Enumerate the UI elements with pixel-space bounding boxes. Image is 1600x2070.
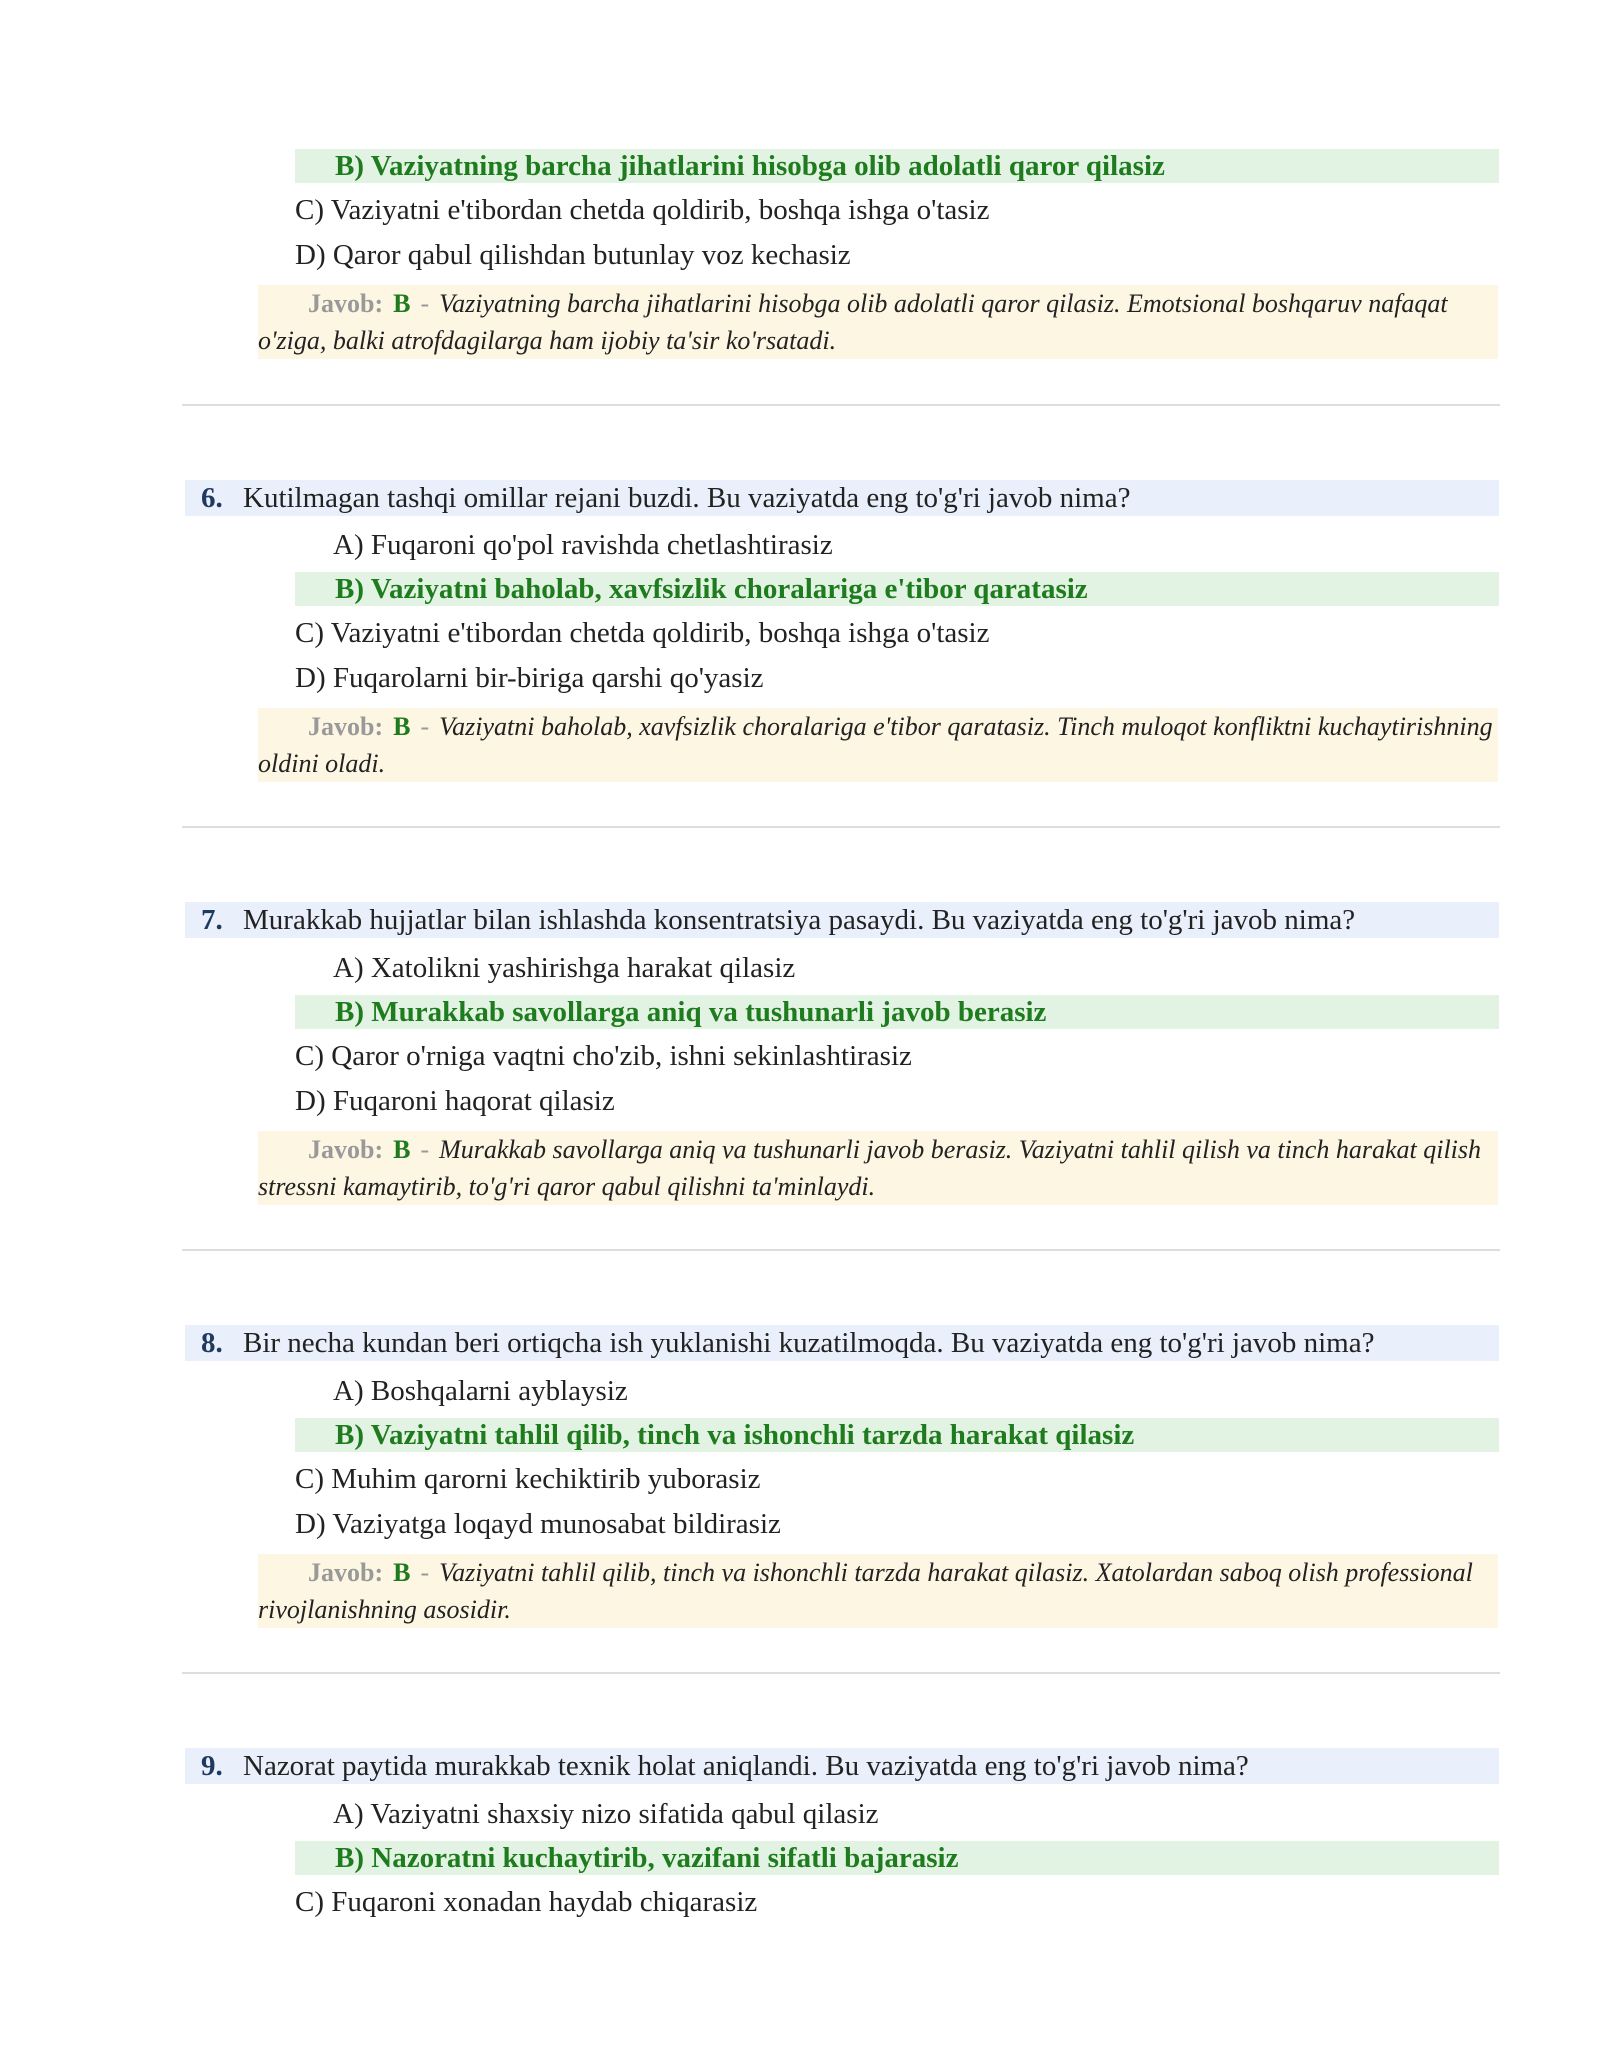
answer-label: Javob: <box>308 289 384 318</box>
option-a: A) Boshqalarni ayblaysiz <box>333 1375 628 1407</box>
answer-box <box>258 285 1498 359</box>
question-number: 8. <box>201 1327 223 1359</box>
answer-explanation: Murakkab savollarga aniq va tushunarli javob berasiz. Vaziyatni tahlil qilish va tinch harakat qilish stressni kamaytirib, to'g'ri qaror qabul qilishni ta'minlaydi. <box>258 1135 1482 1201</box>
option-a: A) Fuqaroni qo'pol ravishda chetlashtirasiz <box>333 529 833 561</box>
option-b-correct: B) Nazoratni kuchaytirib, vazifani sifatli bajarasiz <box>295 1841 1499 1875</box>
question-6 <box>185 480 1499 516</box>
divider <box>182 1249 1500 1251</box>
option-d: D) Fuqarolarni bir-biriga qarshi qo'yasiz <box>295 662 764 694</box>
question-number: 6. <box>201 482 223 514</box>
divider <box>182 404 1500 406</box>
option-b-correct: B) Vaziyatni tahlil qilib, tinch va ishonchli tarzda harakat qilasiz <box>295 1418 1499 1452</box>
option-d: D) Vaziyatga loqayd munosabat bildirasiz <box>295 1508 781 1540</box>
answer-letter: B <box>393 1558 411 1587</box>
answer-dash: - <box>420 1558 430 1587</box>
answer-box <box>258 1554 1498 1628</box>
divider <box>182 1672 1500 1674</box>
option-b-correct: B) Murakkab savollarga aniq va tushunarli javob berasiz <box>295 995 1499 1029</box>
question-text: Kutilmagan tashqi omillar rejani buzdi. Bu vaziyatda eng to'g'ri javob nima? <box>243 482 1131 514</box>
answer-dash: - <box>420 289 430 318</box>
answer-letter: B <box>393 712 411 741</box>
answer-letter: B <box>393 289 411 318</box>
answer-explanation: Vaziyatning barcha jihatlarini hisobga olib adolatli qaror qilasiz. Emotsional boshqaruv nafaqat o'ziga, balki atrofdagilarga ham ijobiy ta'sir ko'rsatadi. <box>258 289 1448 355</box>
question-text: Nazorat paytida murakkab texnik holat aniqlandi. Bu vaziyatda eng to'g'ri javob nima? <box>243 1750 1249 1782</box>
answer-letter: B <box>393 1135 411 1164</box>
option-b-correct: B) Vaziyatni baholab, xavfsizlik choralariga e'tibor qaratasiz <box>295 572 1499 606</box>
option-b-correct: B) Vaziyatning barcha jihatlarini hisobga olib adolatli qaror qilasiz <box>295 149 1499 183</box>
option-c: C) Vaziyatni e'tibordan chetda qoldirib, boshqa ishga o'tasiz <box>295 194 990 226</box>
answer-label: Javob: <box>308 1558 384 1587</box>
question-number: 9. <box>201 1750 223 1782</box>
question-text: Bir necha kundan beri ortiqcha ish yuklanishi kuzatilmoqda. Bu vaziyatda eng to'g'ri javob nima? <box>243 1327 1375 1359</box>
option-d: D) Qaror qabul qilishdan butunlay voz kechasiz <box>295 239 851 271</box>
option-a: A) Xatolikni yashirishga harakat qilasiz <box>333 952 796 984</box>
answer-dash: - <box>420 712 430 741</box>
option-d: D) Fuqaroni haqorat qilasiz <box>295 1085 615 1117</box>
answer-label: Javob: <box>308 712 384 741</box>
question-text: Murakkab hujjatlar bilan ishlashda konsentratsiya pasaydi. Bu vaziyatda eng to'g'ri javob nima? <box>243 904 1356 936</box>
question-9 <box>185 1748 1499 1784</box>
answer-box <box>258 708 1498 782</box>
question-8 <box>185 1325 1499 1361</box>
answer-label: Javob: <box>308 1135 384 1164</box>
option-a: A) Vaziyatni shaxsiy nizo sifatida qabul qilasiz <box>333 1798 879 1830</box>
answer-dash: - <box>420 1135 430 1164</box>
option-c: C) Qaror o'rniga vaqtni cho'zib, ishni sekinlashtirasiz <box>295 1040 912 1072</box>
option-c: C) Vaziyatni e'tibordan chetda qoldirib, boshqa ishga o'tasiz <box>295 617 990 649</box>
answer-box <box>258 1131 1498 1205</box>
option-c: C) Muhim qarorni kechiktirib yuborasiz <box>295 1463 761 1495</box>
question-number: 7. <box>201 904 223 936</box>
option-c: C) Fuqaroni xonadan haydab chiqarasiz <box>295 1886 758 1918</box>
answer-explanation: Vaziyatni baholab, xavfsizlik choralariga e'tibor qaratasiz. Tinch muloqot konfliktni kuchaytirishning oldini oladi. <box>258 712 1493 778</box>
answer-explanation: Vaziyatni tahlil qilib, tinch va ishonchli tarzda harakat qilasiz. Xatolardan saboq olish professional rivojlanishning asosidir. <box>258 1558 1473 1624</box>
divider <box>182 826 1500 828</box>
question-7 <box>185 902 1499 938</box>
